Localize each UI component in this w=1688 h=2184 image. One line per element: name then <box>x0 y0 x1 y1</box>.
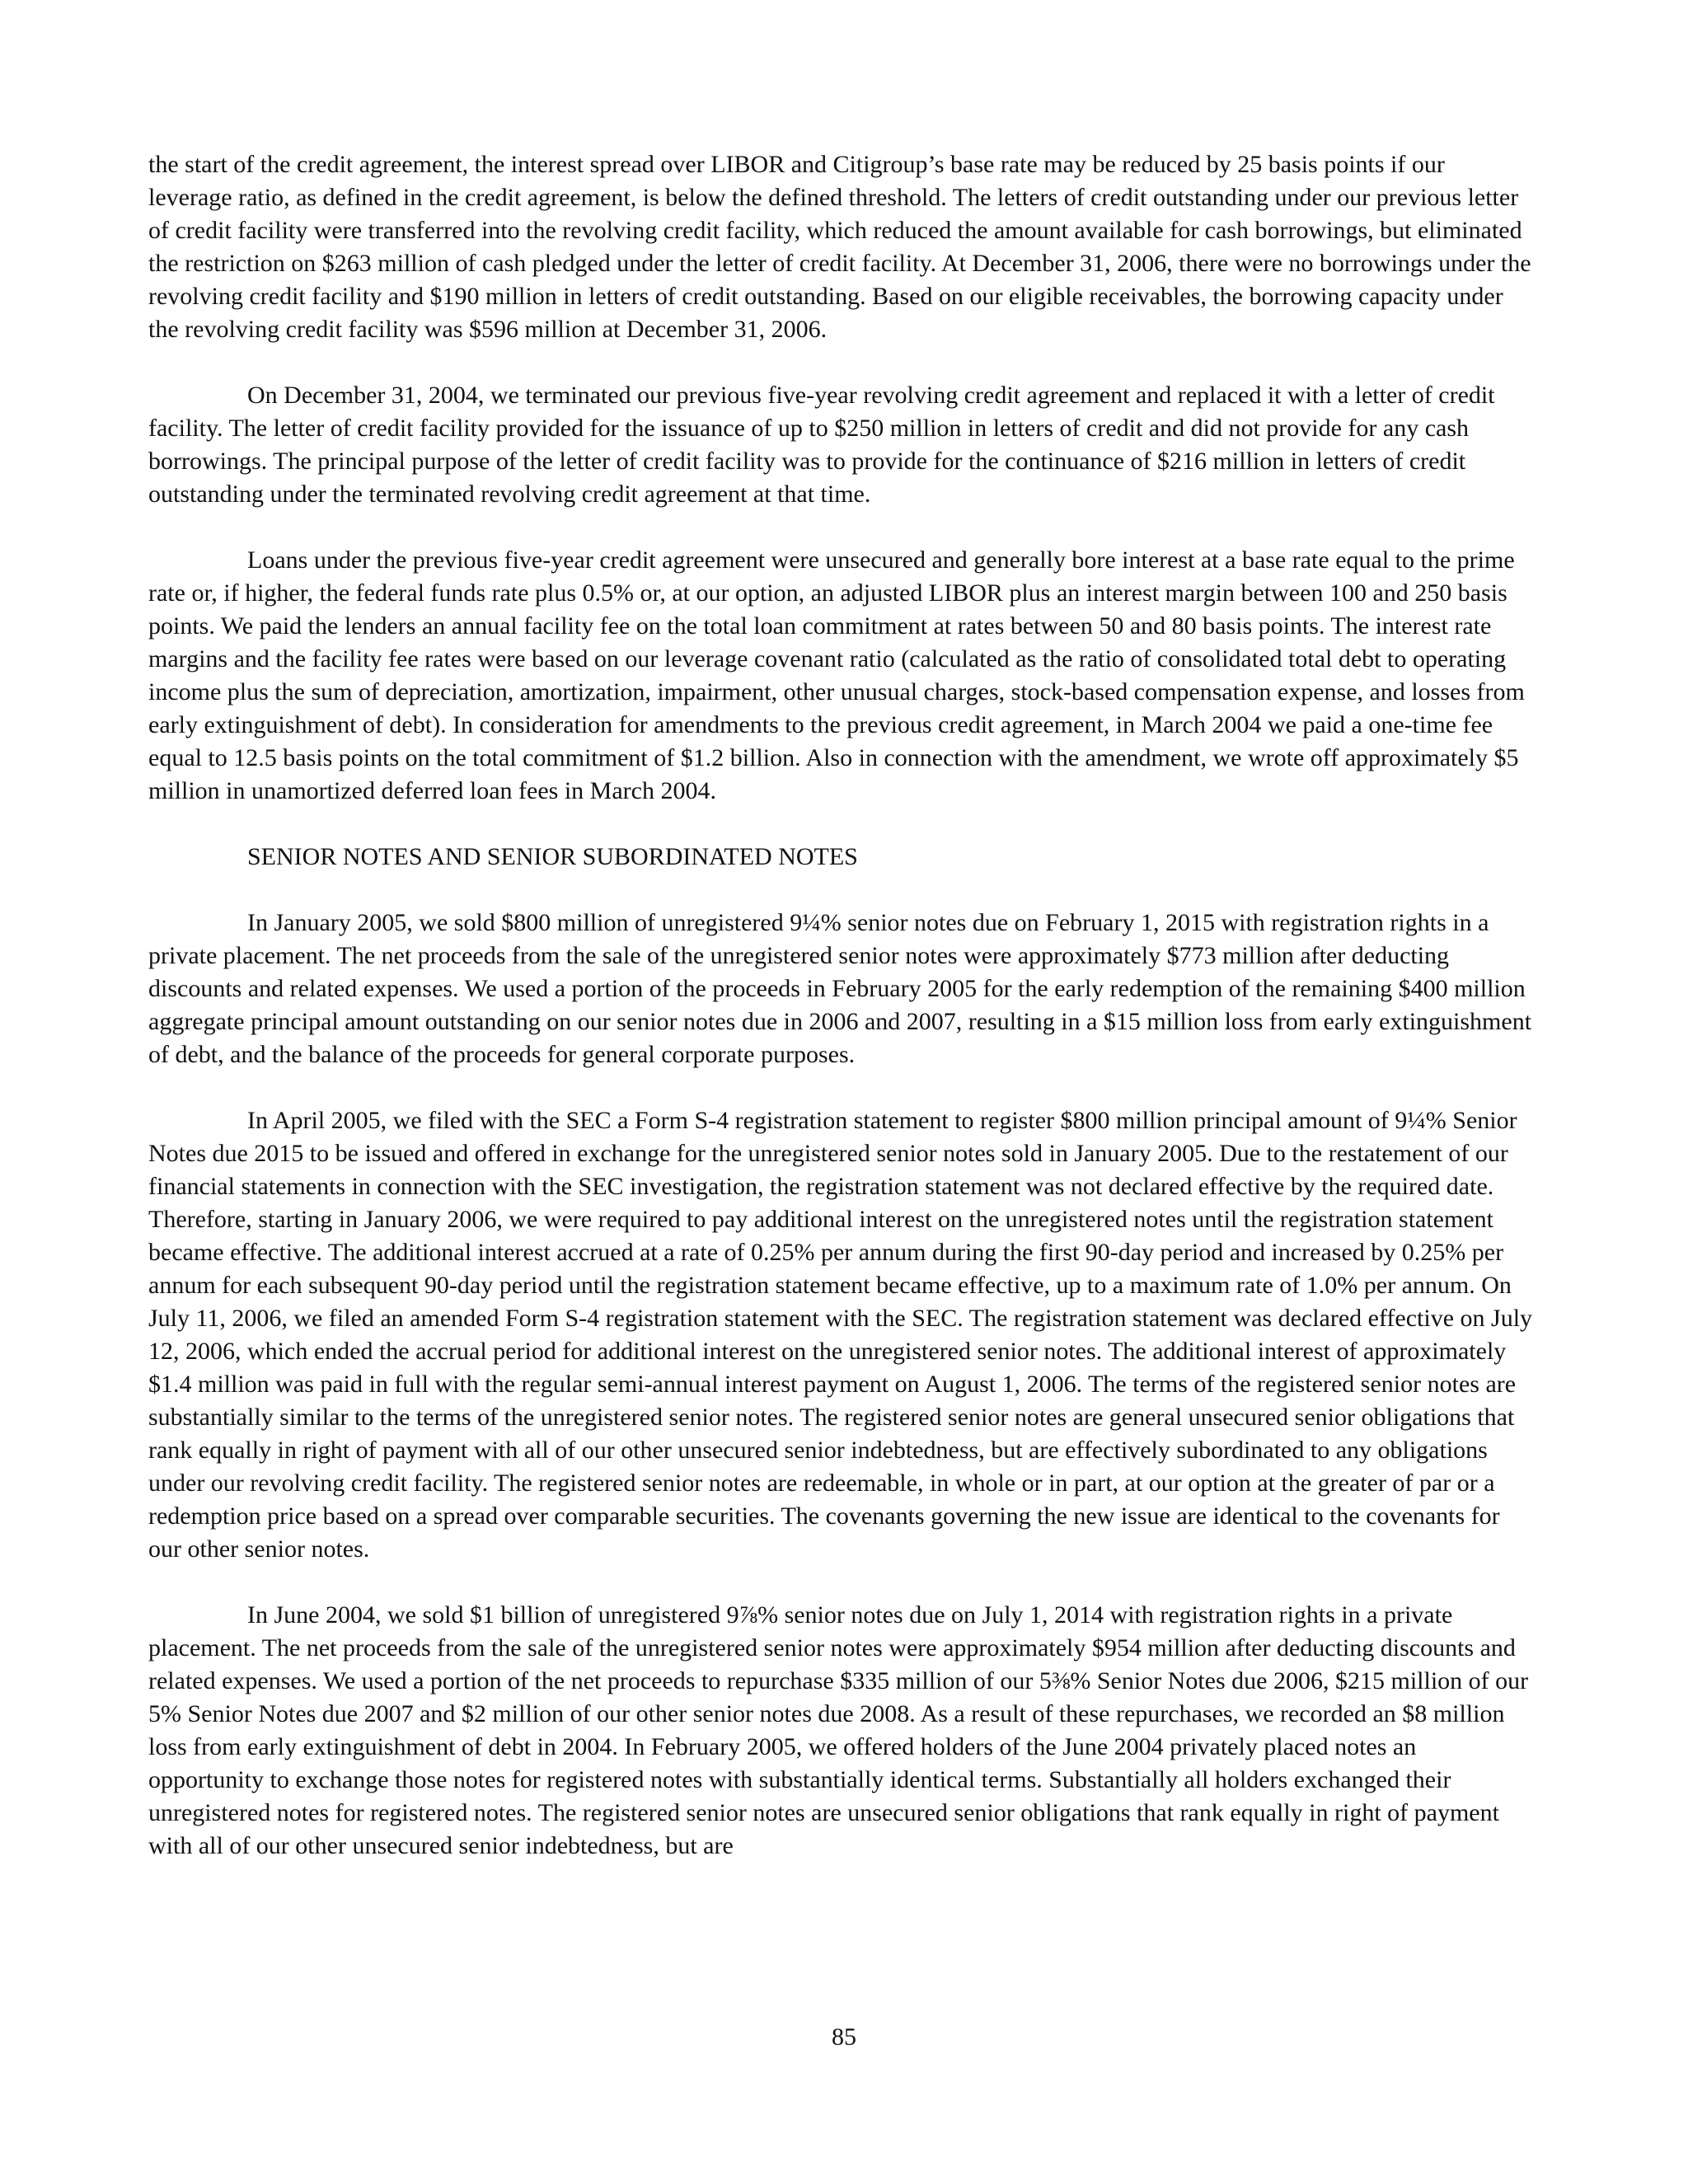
page-number: 85 <box>832 2023 856 2050</box>
paragraph-january-2005-notes: In January 2005, we sold $800 million of unregistered 9¼% senior notes due on February 1, 2015 with registration rights in a private placement. The net proceeds from the sale of the unregistered senior notes were approximately $773 million after deducting discounts and related expenses. We used a portion of the proceeds in February 2005 for the early redemption of the remaining $400 million aggregate principal amount outstanding on our senior notes due in 2006 and 2007, resulting in a $15 million loss from early extinguishment of debt, and the balance of the proceeds for general corporate purposes. <box>148 909 1532 1068</box>
section-heading-senior-notes: SENIOR NOTES AND SENIOR SUBORDINATED NOTES <box>247 843 858 870</box>
paragraph-previous-credit-agreement: Loans under the previous five-year credit agreement were unsecured and generally bore interest at a base rate equal to the prime rate or, if higher, the federal funds rate plus 0.5% or, at our option, an adjusted LIBOR plus an interest margin between 100 and 250 basis points. We paid the lenders an annual facility fee on the total loan commitment at rates between 50 and 80 basis points. The interest rate margins and the facility fee rates were based on our leverage covenant ratio (calculated as the ratio of consolidated total debt to operating income plus the sum of depreciation, amortization, impairment, other unusual charges, stock-based compensation expense, and losses from early extinguishment of debt). In consideration for amendments to the previous credit agreement, in March 2004 we paid a one-time fee equal to 12.5 basis points on the total commitment of $1.2 billion. Also in connection with the amendment, we wrote off approximately $5 million in unamortized deferred loan fees in March 2004. <box>148 546 1525 804</box>
document-page <box>148 148 1533 1896</box>
paragraph-june-2004-notes: In June 2004, we sold $1 billion of unregistered 9⅞% senior notes due on July 1, 2014 with registration rights in a private placement. The net proceeds from the sale of the unregistered senior notes were approximately $954 million after deducting discounts and related expenses. We used a portion of the net proceeds to repurchase $335 million of our 5⅜% Senior Notes due 2006, $215 million of our 5% Senior Notes due 2007 and $2 million of our other senior notes due 2008. As a result of these repurchases, we recorded an $8 million loss from early extinguishment of debt in 2004. In February 2005, we offered holders of the June 2004 privately placed notes an opportunity to exchange those notes for registered notes with substantially identical terms. Substantially all holders exchanged their unregistered notes for registered notes. The registered senior notes are unsecured senior obligations that rank equally in right of payment with all of our other unsecured senior indebtedness, but are <box>148 1601 1529 1859</box>
paragraph-letter-of-credit-facility: On December 31, 2004, we terminated our previous five-year revolving credit agreement and replaced it with a letter of credit facility. The letter of credit facility provided for the issuance of up to $250 million in letters of credit and did not provide for any cash borrowings. The principal purpose of the letter of credit facility was to provide for the continuance of $216 million in letters of credit outstanding under the terminated revolving credit agreement at that time. <box>148 382 1495 508</box>
paragraph-credit-agreement-continued: the start of the credit agreement, the interest spread over LIBOR and Citigroup’s base rate may be reduced by 25 basis points if our leverage ratio, as defined in the credit agreement, is below the defined threshold. The letters of credit outstanding under our previous letter of credit facility were transferred into the revolving credit facility, which reduced the amount available for cash borrowings, but eliminated the restriction on $263 million of cash pledged under the letter of credit facility. At December 31, 2006, there were no borrowings under the revolving credit facility and $190 million in letters of credit outstanding. Based on our eligible receivables, the borrowing capacity under the revolving credit facility was $596 million at December 31, 2006. <box>148 151 1531 343</box>
paragraph-april-2005-registration: In April 2005, we filed with the SEC a Form S-4 registration statement to register $800 million principal amount of 9¼% Senior Notes due 2015 to be issued and offered in exchange for the unregistered senior notes sold in January 2005. Due to the restatement of our financial statements in connection with the SEC investigation, the registration statement was not declared effective by the required date. Therefore, starting in January 2006, we were required to pay additional interest on the unregistered notes until the registration statement became effective. The additional interest accrued at a rate of 0.25% per annum during the first 90-day period and increased by 0.25% per annum for each subsequent 90-day period until the registration statement became effective, up to a maximum rate of 1.0% per annum. On July 11, 2006, we filed an amended Form S-4 registration statement with the SEC. The registration statement was declared effective on July 12, 2006, which ended the accrual period for additional interest on the unregistered senior notes. The additional interest of approximately $1.4 million was paid in full with the regular semi-annual interest payment on August 1, 2006. The terms of the registered senior notes are substantially similar to the terms of the unregistered senior notes. The registered senior notes are general unsecured senior obligations that rank equally in right of payment with all of our other unsecured senior indebtedness, but are effectively subordinated to any obligations under our revolving credit facility. The registered senior notes are redeemable, in whole or in part, at our option at the greater of par or a redemption price based on a spread over comparable securities. The covenants governing the new issue are identical to the covenants for our other senior notes. <box>148 1107 1533 1563</box>
